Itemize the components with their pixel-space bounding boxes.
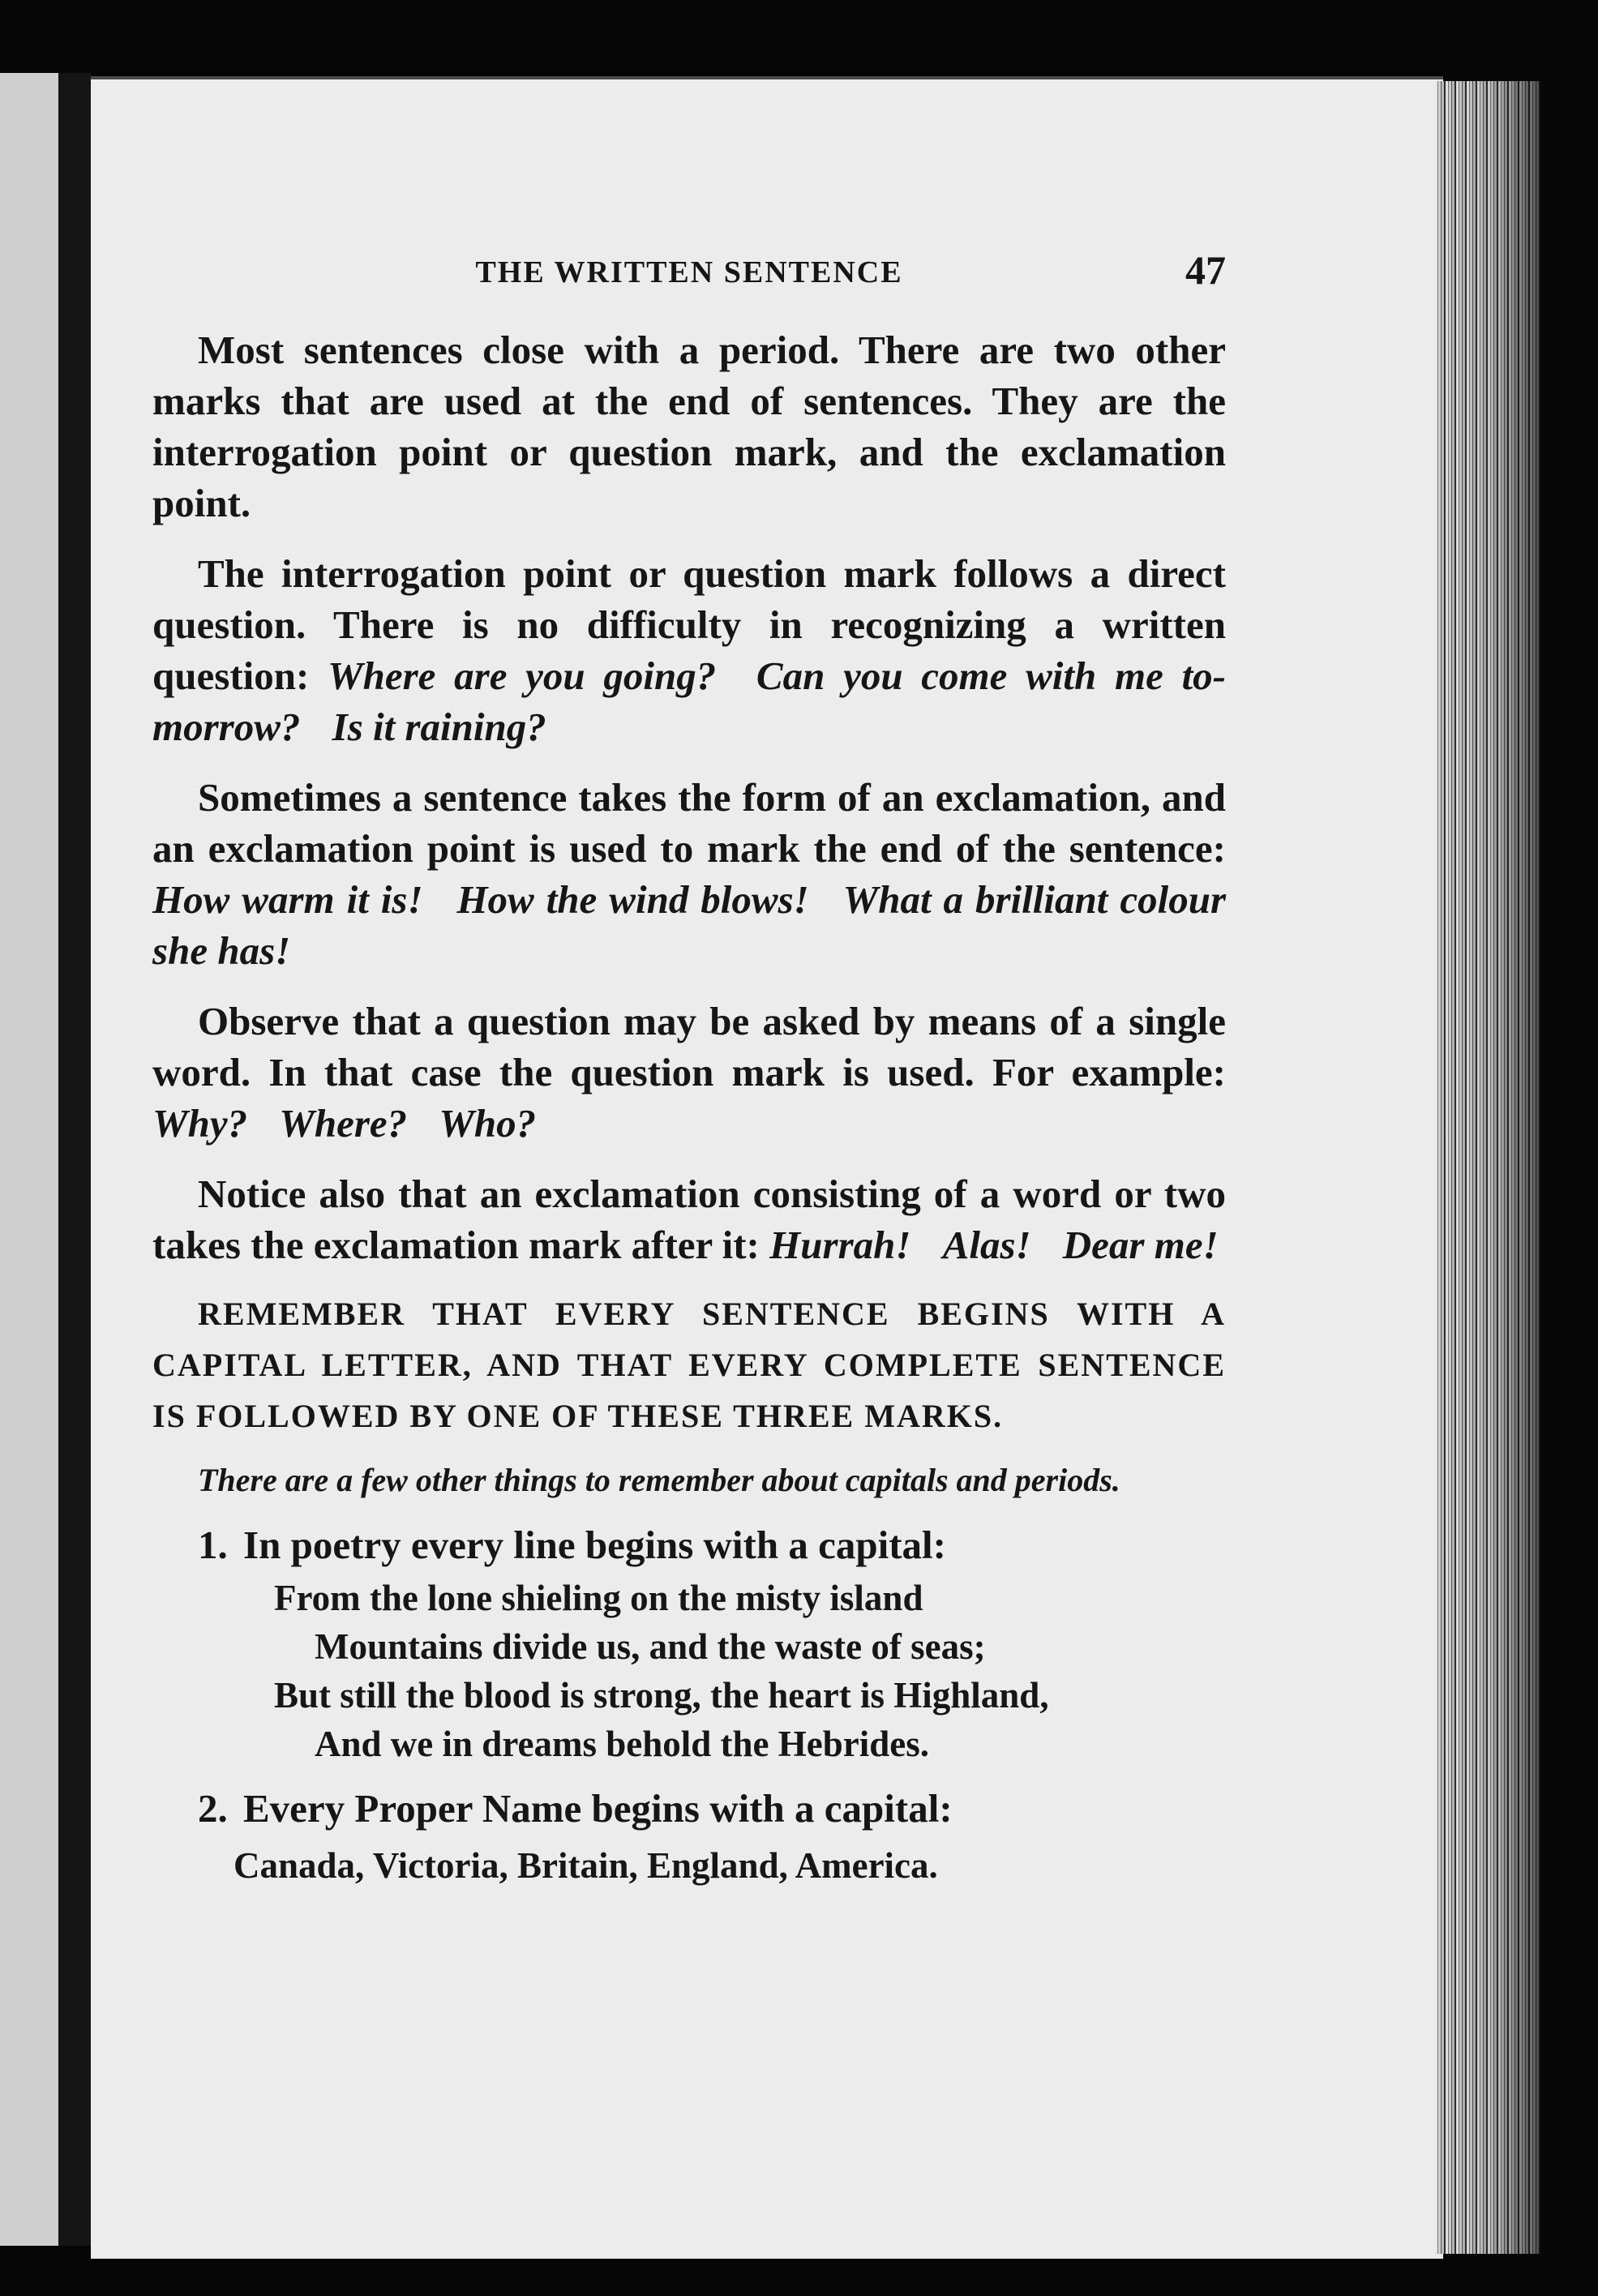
example-exclamation: Alas! (942, 1223, 1031, 1267)
list-number: 2. (198, 1786, 228, 1831)
example-exclamation: Dear me! (1062, 1223, 1219, 1267)
italic-note: There are a few other things to remember about capitals and periods. (198, 1462, 1120, 1498)
list-number: 1. (198, 1523, 228, 1567)
page-stack-shadow (1435, 81, 1540, 2254)
poem-line: But still the blood is strong, the heart is Highland, (274, 1675, 1049, 1716)
paragraph-text: Sometimes a sentence takes the form of an exclamation, and an exclamation point is used to mark the end of the sentence: (152, 775, 1226, 871)
example-question: Who? (439, 1101, 537, 1146)
page-text-block (152, 243, 1226, 1891)
paragraph-text: Observe that a question may be asked by means of a single word. In that case the question mark is used. For example: (152, 999, 1226, 1094)
example-question: Can you come with me to-morrow? (152, 653, 1226, 749)
poem-excerpt (152, 1574, 1226, 1768)
paragraph-text: The interrogation point or question mark follows a direct question. There is no difficulty in recognizing a written question: (152, 551, 1226, 698)
paragraph-text: Notice also that an exclamation consisting of a word or two takes the exclamation mark after it: (152, 1172, 1226, 1267)
paragraph-sentence-endings: Most sentences close with a period. There are two other marks that are used at the end of sentences. They are the interrogation point or question mark, and the exclamation point. (152, 328, 1226, 525)
poem-line: From the lone shieling on the misty island (274, 1578, 923, 1618)
poem-line: Mountains divide us, and the waste of seas; (315, 1626, 986, 1667)
example-question: Is it raining? (332, 705, 546, 749)
list-item-text: Every Proper Name begins with a capital: (243, 1786, 953, 1831)
list-item-text: In poetry every line begins with a capital: (243, 1523, 946, 1567)
capitalization-rule: REMEMBER THAT EVERY SENTENCE BEGINS WITH A CAPITAL LETTER, AND THAT EVERY COMPLETE SENTENCE IS FOLLOWED BY ONE OF THESE THREE MARKS. (152, 1296, 1226, 1434)
facing-page-edge (0, 73, 58, 2246)
example-exclamation: What a brilliant colour she has! (152, 877, 1227, 973)
list-item-proper-names (152, 1783, 1226, 1834)
running-header (152, 243, 1226, 308)
paragraph-exclamation-point (152, 772, 1226, 976)
page-number: 47 (1185, 247, 1226, 293)
example-exclamation: How the wind blows! (456, 877, 809, 922)
list-item-poetry (152, 1519, 1226, 1570)
example-question: Where? (279, 1101, 408, 1146)
proper-name-examples: Canada, Victoria, Britain, England, America. (233, 1845, 938, 1886)
example-question: Why? (152, 1101, 248, 1146)
paragraph-short-exclamation (152, 1168, 1226, 1270)
paragraph-single-word-question (152, 996, 1226, 1149)
example-question: Where are you going? (328, 653, 717, 698)
example-exclamation: Hurrah! (769, 1223, 911, 1267)
running-title: THE WRITTEN SENTENCE (475, 255, 903, 289)
example-exclamation: How warm it is! (152, 877, 423, 922)
book-gutter (58, 73, 91, 2246)
paragraph-question-mark (152, 548, 1226, 752)
poem-line: And we in dreams behold the Hebrides. (315, 1724, 929, 1764)
